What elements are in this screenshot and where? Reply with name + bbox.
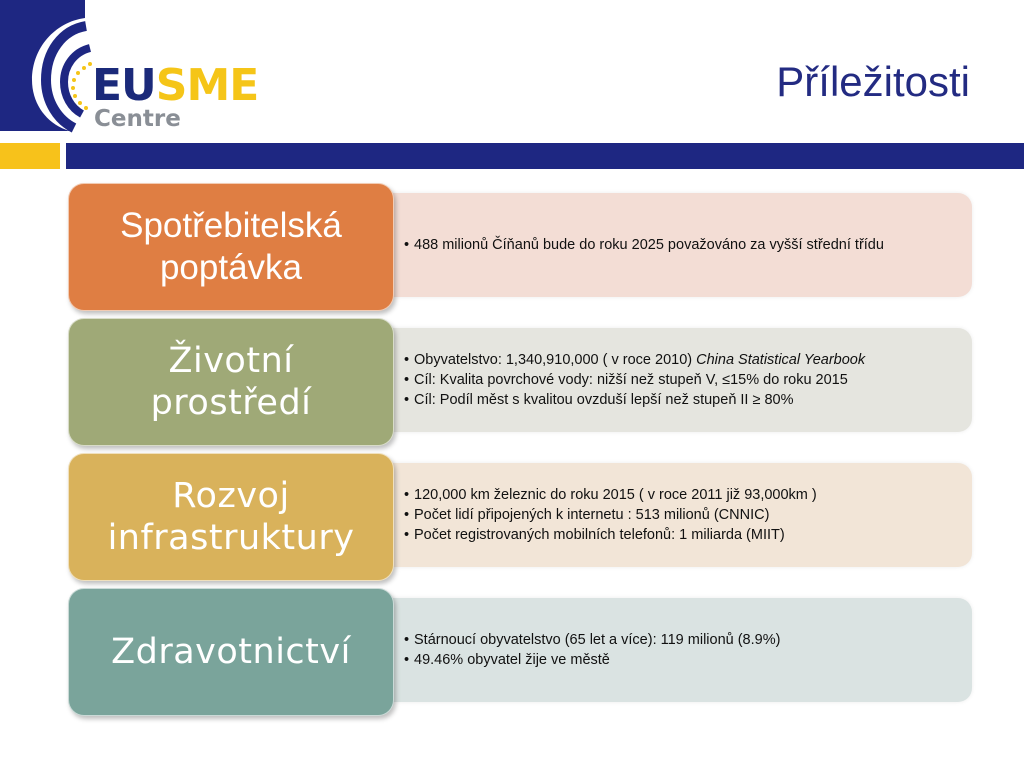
header-band-navy — [66, 143, 1024, 169]
logo-centre-text: Centre — [94, 106, 181, 132]
list-item: • Cíl: Podíl měst s kvalitou ovzduší lepší než stupeň II ≥ 80% — [414, 390, 865, 410]
row-label-line: Zdravotnictví — [111, 632, 351, 672]
row-label-line: Spotřebitelská — [120, 206, 342, 245]
row-label-line: infrastruktury — [107, 518, 355, 558]
bullet-list — [368, 630, 798, 670]
bullet-list — [368, 485, 835, 545]
row-label-line: Životní — [168, 341, 294, 381]
row-healthcare — [68, 588, 974, 716]
row-label — [68, 588, 394, 716]
list-item: • 488 milionů Číňanů bude do roku 2025 považováno za vyšší střední třídu — [414, 235, 884, 255]
row-label-line: Rozvoj — [172, 476, 290, 516]
row-consumer-demand — [68, 183, 974, 311]
list-item — [414, 350, 865, 370]
row-environment — [68, 318, 974, 446]
row-infrastructure — [68, 453, 974, 581]
eusme-logo — [0, 0, 270, 135]
bullet-list — [368, 235, 902, 255]
list-item-source: China Statistical Yearbook — [696, 352, 866, 368]
list-item: • Počet lidí připojených k internetu : 513 milionů (CNNIC) — [414, 505, 817, 525]
row-label — [68, 453, 394, 581]
bullet-list — [368, 350, 883, 410]
list-item: • 120,000 km železnic do roku 2015 ( v roce 2011 již 93,000km ) — [414, 485, 817, 505]
row-label — [68, 183, 394, 311]
logo-eu-text: EU — [92, 60, 156, 111]
row-detail-box — [368, 328, 972, 432]
row-label-line: prostředí — [150, 383, 312, 423]
row-label — [68, 318, 394, 446]
list-item: • 49.46% obyvatel žije ve městě — [414, 650, 780, 670]
row-detail-box — [368, 193, 972, 297]
header-band-yellow — [0, 143, 60, 169]
list-item: • Stárnoucí obyvatelstvo (65 let a více): 119 milionů (8.9%) — [414, 630, 780, 650]
logo-wordmark — [92, 60, 258, 111]
logo-sme-text: SME — [155, 60, 259, 111]
row-label-line: poptávka — [159, 248, 303, 287]
list-item: • Cíl: Kvalita povrchové vody: nižší než stupeň V, ≤15% do roku 2015 — [414, 370, 865, 390]
list-item: • Počet registrovaných mobilních telefonů: 1 miliarda (MIIT) — [414, 525, 817, 545]
row-detail-box — [368, 463, 972, 567]
row-detail-box — [368, 598, 972, 702]
page-title: Příležitosti — [776, 58, 970, 105]
list-item-text: Obyvatelstvo: 1,340,910,000 ( v roce 2010) — [414, 352, 697, 368]
